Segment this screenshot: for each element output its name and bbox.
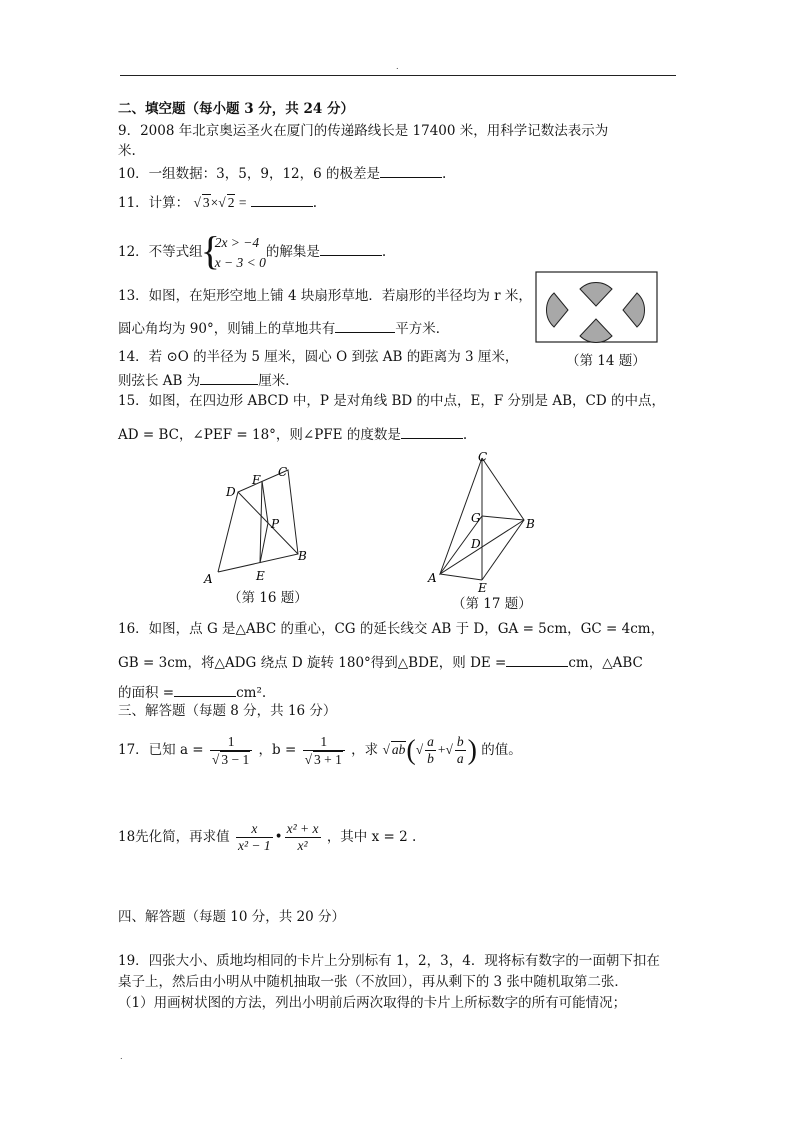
q15-line2-end: . xyxy=(462,427,468,443)
q18 xyxy=(118,815,416,859)
fig16-label-e: E xyxy=(256,569,265,583)
q16-line2-pre: GB = 3cm，将△ADG 绕点 D 旋转 180°得到△BDE，则 DE = xyxy=(118,655,507,671)
q12-answer-blank[interactable] xyxy=(320,241,382,256)
fig14-caption: （第 14 题） xyxy=(566,353,646,369)
q16-answer-blank-de[interactable] xyxy=(506,652,568,667)
fig16-label-d: D xyxy=(226,485,236,499)
q14-line1: 14．若 ⊙O 的半径为 5 厘米，圆心 O 到弦 AB 的距离为 3 厘米， xyxy=(118,349,519,365)
q13-line2-pre: 圆心角均为 90°，则铺上的草地共有 xyxy=(118,321,336,337)
q16-line2 xyxy=(118,652,643,672)
q16-line1: 16．如图，点 G 是△ABC 的重心，CG 的延长线交 AB 于 D，GA = 5cm，GC = 4cm， xyxy=(118,621,665,637)
q10 xyxy=(118,163,446,183)
q17-pre: 17．已知 a = xyxy=(118,742,204,758)
q17-ask: ，求 xyxy=(351,742,379,758)
q11-end: . xyxy=(312,195,318,211)
q14-answer-blank[interactable] xyxy=(200,370,258,385)
q16-answer-blank-area[interactable] xyxy=(174,682,236,697)
q14-line2-pre: 则弦长 AB 为 xyxy=(118,373,201,389)
q15-line1: 15．如图，在四边形 ABCD 中，P 是对角线 BD 的中点，E，F 分别是 AB，CD 的中点， xyxy=(118,393,665,409)
q10-text: 10．一组数据：3，5，9，12，6 的极差是 xyxy=(118,166,381,182)
q17-mid: ，b = xyxy=(258,742,297,758)
q18-frac1: $\frac{x}{\text{x² − 1}}$ xyxy=(237,821,271,853)
q15-line2-pre: AD = BC，∠PEF = 18°，则∠PFE 的度数是 xyxy=(118,427,401,443)
segment-ef xyxy=(260,481,262,563)
q17-frac-b: $\frac{1}{√ 3 + 1}$ xyxy=(303,734,345,768)
section2-title: 二、填空题（每小题 3 分，共 24 分） xyxy=(118,101,354,117)
q19-line1: 19．四张大小、质地均相同的卡片上分别标有 1，2，3，4．现将标有数字的一面朝下扣在 xyxy=(118,953,660,969)
section3-title: 三、解答题（每题 8 分，共 16 分） xyxy=(118,703,337,719)
q15-answer-blank[interactable] xyxy=(401,424,463,439)
footer-mark: . xyxy=(120,1052,123,1061)
q18-frac2: $\frac{\text{x² + x}}{\text{x²}}$ xyxy=(286,821,319,853)
q17-expr: √ ab(√ $\frac{a}{b}$ +√ $\frac{b}{a}$ ) xyxy=(382,734,477,767)
segment-eb xyxy=(482,520,524,580)
q13-line2 xyxy=(118,318,449,338)
segment-ae xyxy=(440,574,482,580)
q15-line2 xyxy=(118,424,467,444)
figure-17 xyxy=(426,450,546,596)
segment-gb xyxy=(482,516,524,520)
fig17-label-a: A xyxy=(428,571,437,585)
figure-16 xyxy=(200,462,320,588)
fig16-caption: （第 16 题） xyxy=(228,590,308,606)
q11-expr: √ 3×√ 2 = xyxy=(193,195,247,210)
fig16-label-c: C xyxy=(278,465,288,479)
q17 xyxy=(118,730,522,771)
q14-line2 xyxy=(118,370,299,390)
q18-dot: • xyxy=(274,829,283,845)
fig17-caption: （第 17 题） xyxy=(452,596,532,612)
segment-fp xyxy=(262,481,268,523)
q9-line1: 9．2008 年北京奥运圣火在厦门的传递路线长是 17400 米，用科学记数法表示为 xyxy=(118,123,609,139)
q12-end: . xyxy=(381,244,387,260)
q17-post: 的值。 xyxy=(481,742,522,758)
q16-line3-pre: 的面积 = xyxy=(118,685,175,701)
q12-post: 的解集是 xyxy=(265,244,320,260)
q12-row2: x − 3 < 0 xyxy=(214,254,266,270)
q19-line3: （1）用画树状图的方法，列出小明前后两次取得的卡片上所标数字的所有可能情况； xyxy=(118,995,627,1011)
fig17-label-d: D xyxy=(471,537,481,551)
fig16-label-b: B xyxy=(298,549,307,563)
q12-system xyxy=(203,233,266,273)
q10-answer-blank[interactable] xyxy=(380,163,442,178)
q12 xyxy=(118,230,386,274)
q16-line3-post: cm². xyxy=(236,685,267,701)
q11-pre: 11．计算： xyxy=(118,195,190,211)
q13-line2-post: 平方米． xyxy=(395,321,450,337)
fig17-label-e: E xyxy=(478,581,487,595)
fig17-label-b: B xyxy=(526,517,535,531)
q13-answer-blank[interactable] xyxy=(335,318,395,333)
q19-line2: 桌子上，然后由小明从中随机抽取一张（不放回），再从剩下的 3 张中随机取第二张． xyxy=(118,974,628,990)
q11-answer-blank[interactable] xyxy=(251,192,313,207)
header-mark: . xyxy=(396,62,399,71)
header-rule xyxy=(120,75,676,76)
q17-frac-a: $\frac{1}{√ 3 - 1}$ xyxy=(210,734,252,768)
q12-row1: { 2x > −4 xyxy=(214,234,260,250)
q16-line2-post: cm，△ABC xyxy=(568,655,643,671)
q12-pre: 12．不等式组 xyxy=(118,244,203,260)
fig17-label-c: C xyxy=(478,450,488,464)
q9-line2: 米. xyxy=(118,143,136,159)
q18-post: ，其中 x = 2 . xyxy=(326,829,417,845)
q13-line1: 13．如图，在矩形空地上铺 4 块扇形草地．若扇形的半径均为 r 米， xyxy=(118,288,532,304)
figure-14 xyxy=(534,270,660,346)
fig16-label-p: P xyxy=(271,517,280,531)
fig17-label-g: G xyxy=(471,511,481,525)
section4-title: 四、解答题（每题 10 分，共 20 分） xyxy=(118,909,346,925)
q16-line3 xyxy=(118,682,266,702)
fig16-label-a: A xyxy=(204,572,213,586)
q14-line2-post: 厘米． xyxy=(258,373,299,389)
fig16-label-f: F xyxy=(252,473,261,487)
q18-pre: 18先化简，再求值 xyxy=(118,829,230,845)
q11 xyxy=(118,192,317,212)
q10-end: . xyxy=(442,166,447,182)
